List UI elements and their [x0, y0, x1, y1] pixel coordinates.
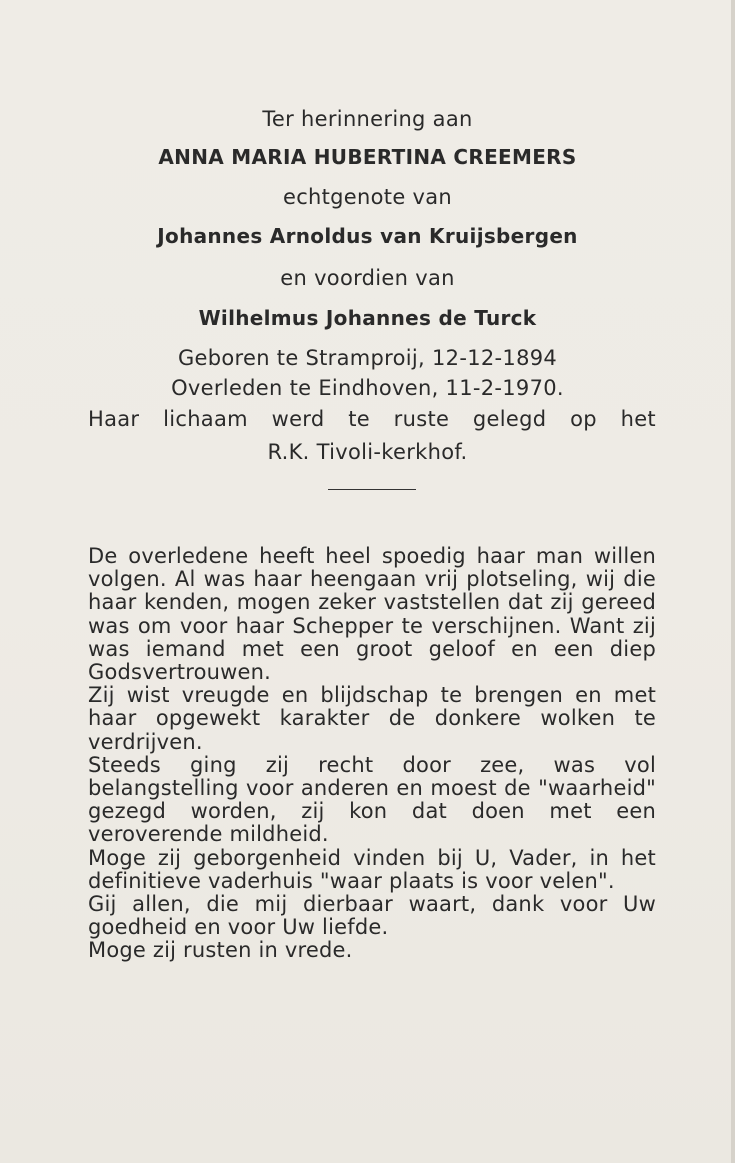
- eulogy-text: [88, 545, 656, 963]
- intro-line: Ter herinnering aan: [262, 107, 473, 131]
- previous-spouse-name: Wilhelmus Johannes de Turck: [198, 306, 537, 330]
- spouse-name: Johannes Arnoldus van Kruijsbergen: [157, 224, 578, 248]
- eulogy-paragraph: Moge zij rusten in vrede.: [88, 938, 353, 963]
- eulogy-paragraph: Steeds ging zij recht door zee, was vol belangstelling voor anderen en moest de "waarheid" gezegd worden, zij kon dat doen met een veroverende mildheid.: [88, 752, 656, 847]
- deceased-name: ANNA MARIA HUBERTINA CREEMERS: [158, 145, 577, 169]
- burial-word: Haar: [88, 407, 140, 431]
- divider: [328, 489, 416, 490]
- eulogy-paragraph: Gij allen, die mij dierbaar waart, dank voor Uw goedheid en voor Uw liefde.: [88, 892, 656, 940]
- burial-word: het: [620, 407, 656, 431]
- burial-word: gelegd: [472, 407, 547, 431]
- burial-line: [88, 405, 656, 433]
- card-edge: [731, 0, 735, 1163]
- eulogy-paragraph: Zij wist vreugde en blijdschap te brengen en met haar opgewekt karakter de donkere wolken te verdrijven.: [88, 683, 656, 754]
- eulogy-paragraph: De overledene heeft heel spoedig haar man willen volgen. Al was haar heengaan vrij plotseling, wij die haar kenden, mogen zeker vaststellen dat zij gereed was om voor haar Schepper te verschijnen. Want zij was iemand met een groot geloof en een diep Godsvertrouwen.: [88, 544, 656, 685]
- death-line: Overleden te Eindhoven, 11-2-1970.: [171, 376, 564, 400]
- eulogy-paragraph: Moge zij geborgenheid vinden bij U, Vader, in het definitieve vaderhuis "waar plaats is voor velen".: [88, 845, 656, 893]
- birth-line: Geboren te Stramproij, 12-12-1894: [177, 346, 558, 370]
- burial-word: werd: [271, 407, 325, 431]
- burial-word: lichaam: [163, 407, 248, 431]
- previous-spouse-label: en voordien van: [280, 266, 455, 290]
- burial-word: te: [348, 407, 370, 431]
- spouse-label: echtgenote van: [282, 185, 453, 209]
- burial-place: R.K. Tivoli-kerkhof.: [267, 440, 468, 464]
- burial-word: ruste: [393, 407, 450, 431]
- burial-word: op: [570, 407, 597, 431]
